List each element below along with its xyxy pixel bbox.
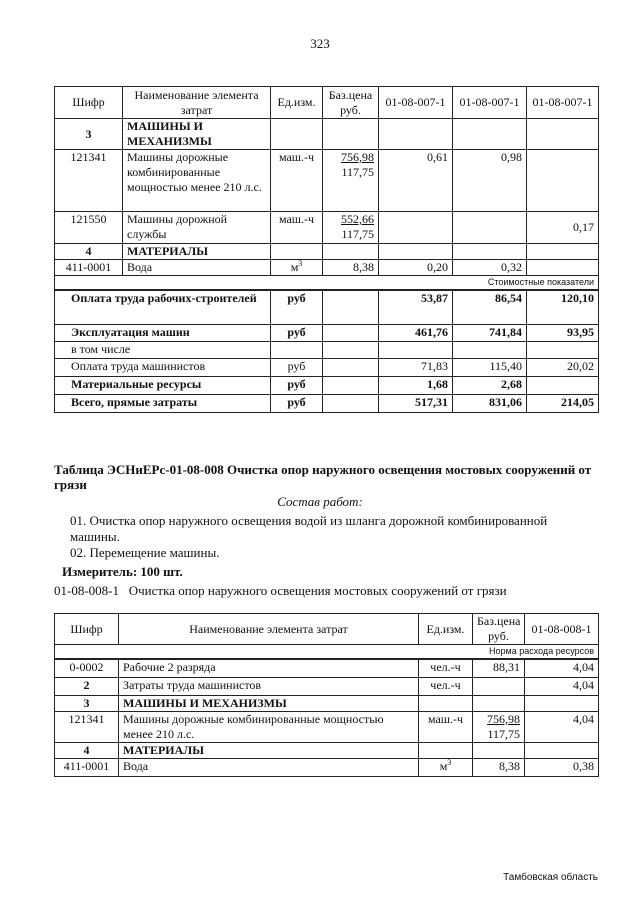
summary-value-1: 461,76 (379, 324, 453, 341)
cost-label-row (55, 276, 599, 291)
section-number: 4 (55, 244, 123, 260)
row-code: 411-0001 (55, 260, 123, 276)
summary-label: Материальные ресурсы (55, 376, 271, 394)
row-value-2 (453, 212, 527, 244)
unit-base: м (290, 260, 299, 274)
summary-value-3: 20,02 (527, 358, 599, 376)
page-number: 323 (310, 36, 330, 51)
row-name: Машины дорожной службы (123, 212, 271, 244)
table-row (55, 260, 599, 276)
row-value-2: 0,98 (453, 150, 527, 212)
row-value-1 (379, 212, 453, 244)
row-unit: маш.-ч (419, 711, 473, 742)
row-code: 121341 (55, 150, 123, 212)
summary-value-2: 2,68 (453, 376, 527, 394)
header-col-1: 01-08-008-1 (525, 614, 599, 645)
summary-value-1: 53,87 (379, 290, 453, 324)
summary-label: Всего, прямые затраты (55, 394, 271, 412)
row-unit: чел.-ч (419, 659, 473, 677)
cost-indicators-label: Стоимостные показатели (55, 276, 599, 291)
summary-value-3 (527, 376, 599, 394)
section-row (55, 695, 599, 711)
summary-value-1: 71,83 (379, 358, 453, 376)
row-code: 411-0001 (55, 758, 119, 776)
row-value-1: 0,61 (379, 150, 453, 212)
header-col-1: 01-08-007-1 (379, 87, 453, 119)
row-code: 2 (55, 677, 119, 695)
section-title: МАШИНЫ И МЕХАНИЗМЫ (123, 119, 271, 150)
row-name: Вода (123, 260, 271, 276)
row-unit: маш.-ч (271, 150, 323, 212)
table-row (55, 711, 599, 742)
header-unit: Ед.изм. (419, 614, 473, 645)
summary-row (55, 394, 599, 412)
table-header-row (55, 614, 599, 645)
work-step-2: 02. Перемещение машины. (70, 545, 220, 560)
header-base-price: Баз.цена руб. (323, 87, 379, 119)
summary-unit: руб (271, 394, 323, 412)
summary-value-3: 214,05 (527, 394, 599, 412)
row-value-1: 0,20 (379, 260, 453, 276)
price-bottom: 117,75 (341, 227, 374, 241)
resource-table-01-08-008 (54, 613, 599, 777)
row-value: 4,04 (525, 711, 599, 742)
row-name: Машины дорожные комбинированные мощностью менее 210 л.с. (119, 711, 419, 742)
summary-value-2: 741,84 (453, 324, 527, 341)
summary-row (55, 376, 599, 394)
summary-row (55, 341, 599, 358)
price-top: 756,98 (487, 711, 520, 726)
unit-superscript: 3 (447, 757, 452, 767)
price-top: 756,98 (341, 150, 374, 164)
row-value-2: 0,32 (453, 260, 527, 276)
summary-unit: руб (271, 290, 323, 324)
row-name: Вода (119, 758, 419, 776)
section-number: 3 (55, 695, 119, 711)
summary-row (55, 290, 599, 324)
section-title: МАТЕРИАЛЫ (123, 244, 271, 260)
summary-value-1: 1,68 (379, 376, 453, 394)
row-name: Рабочие 2 разряда (119, 659, 419, 677)
composition-heading: Состав работ: (277, 494, 363, 509)
summary-label: Эксплуатация машин (55, 324, 271, 341)
row-value-3 (527, 260, 599, 276)
row-code: 121550 (55, 212, 123, 244)
resource-table-01-08-007 (54, 86, 599, 413)
summary-value-3: 93,95 (527, 324, 599, 341)
variant-label: 01-08-008-1 Очистка опор наружного освещения мостовых сооружений от грязи (54, 583, 507, 598)
summary-label: Оплата труда рабочих-строителей (55, 290, 271, 324)
table-row (55, 758, 599, 776)
price-bottom: 117,75 (341, 165, 374, 179)
section-number: 4 (55, 742, 119, 758)
row-unit (419, 758, 473, 776)
row-price (323, 150, 379, 212)
table-row (55, 150, 599, 212)
table-row (55, 212, 599, 244)
row-value: 4,04 (525, 677, 599, 695)
norm-label: Норма расхода ресурсов (55, 645, 599, 660)
summary-value-2: 115,40 (453, 358, 527, 376)
meter-label: Измеритель: 100 шт. (62, 564, 183, 579)
row-code: 121341 (55, 711, 119, 742)
summary-value-3: 120,10 (527, 290, 599, 324)
row-price: 8,38 (323, 260, 379, 276)
summary-label: Оплата труда машинистов (55, 358, 271, 376)
summary-value-2: 831,06 (453, 394, 527, 412)
price-top: 552,66 (341, 212, 374, 226)
row-price (323, 212, 379, 244)
summary-unit: руб (271, 358, 323, 376)
summary-label: в том числе (55, 341, 271, 358)
summary-row (55, 358, 599, 376)
row-code: 0-0002 (55, 659, 119, 677)
row-price (473, 677, 525, 695)
header-base-price: Баз.цена руб. (473, 614, 525, 645)
header-name: Наименование элемента затрат (123, 87, 271, 119)
work-step-1: 01. Очистка опор наружного освещения водой из шланга дорожной комбинированной машины. (70, 513, 548, 544)
table-title: Таблица ЭСНиЕРс-01-08-008 Очистка опор наружного освещения мостовых сооружений от грязи (54, 462, 592, 492)
header-name: Наименование элемента затрат (119, 614, 419, 645)
row-price (473, 711, 525, 742)
section-title: МАШИНЫ И МЕХАНИЗМЫ (119, 695, 419, 711)
header-col-2: 01-08-007-1 (453, 87, 527, 119)
section-row (55, 742, 599, 758)
header-shifr: Шифр (55, 614, 119, 645)
header-unit: Ед.изм. (271, 87, 323, 119)
row-name: Машины дорожные комбинированные мощностью менее 210 л.с. (123, 150, 271, 212)
section-title: МАТЕРИАЛЫ (119, 742, 419, 758)
unit-superscript: 3 (298, 259, 303, 268)
summary-value-2: 86,54 (453, 290, 527, 324)
summary-value-1: 517,31 (379, 394, 453, 412)
row-price: 88,31 (473, 659, 525, 677)
summary-row (55, 324, 599, 341)
unit-base: м (439, 758, 448, 773)
row-price: 8,38 (473, 758, 525, 776)
table-row (55, 677, 599, 695)
summary-unit: руб (271, 324, 323, 341)
section-row (55, 244, 599, 260)
section-row (55, 119, 599, 150)
price-bottom: 117,75 (487, 726, 520, 741)
row-value-3 (527, 150, 599, 212)
row-value: 0,38 (525, 758, 599, 776)
footer-region: Тамбовская область (503, 872, 598, 883)
section-number: 3 (55, 119, 123, 150)
table-row (55, 659, 599, 677)
row-value: 4,04 (525, 659, 599, 677)
header-shifr: Шифр (55, 87, 123, 119)
row-unit: маш.-ч (271, 212, 323, 244)
norm-label-row (55, 645, 599, 660)
summary-unit: руб (271, 376, 323, 394)
table-header-row (55, 87, 599, 119)
row-name: Затраты труда машинистов (119, 677, 419, 695)
row-unit: чел.-ч (419, 677, 473, 695)
header-col-3: 01-08-007-1 (527, 87, 599, 119)
row-unit (271, 260, 323, 276)
row-value-3: 0,17 (527, 212, 599, 244)
